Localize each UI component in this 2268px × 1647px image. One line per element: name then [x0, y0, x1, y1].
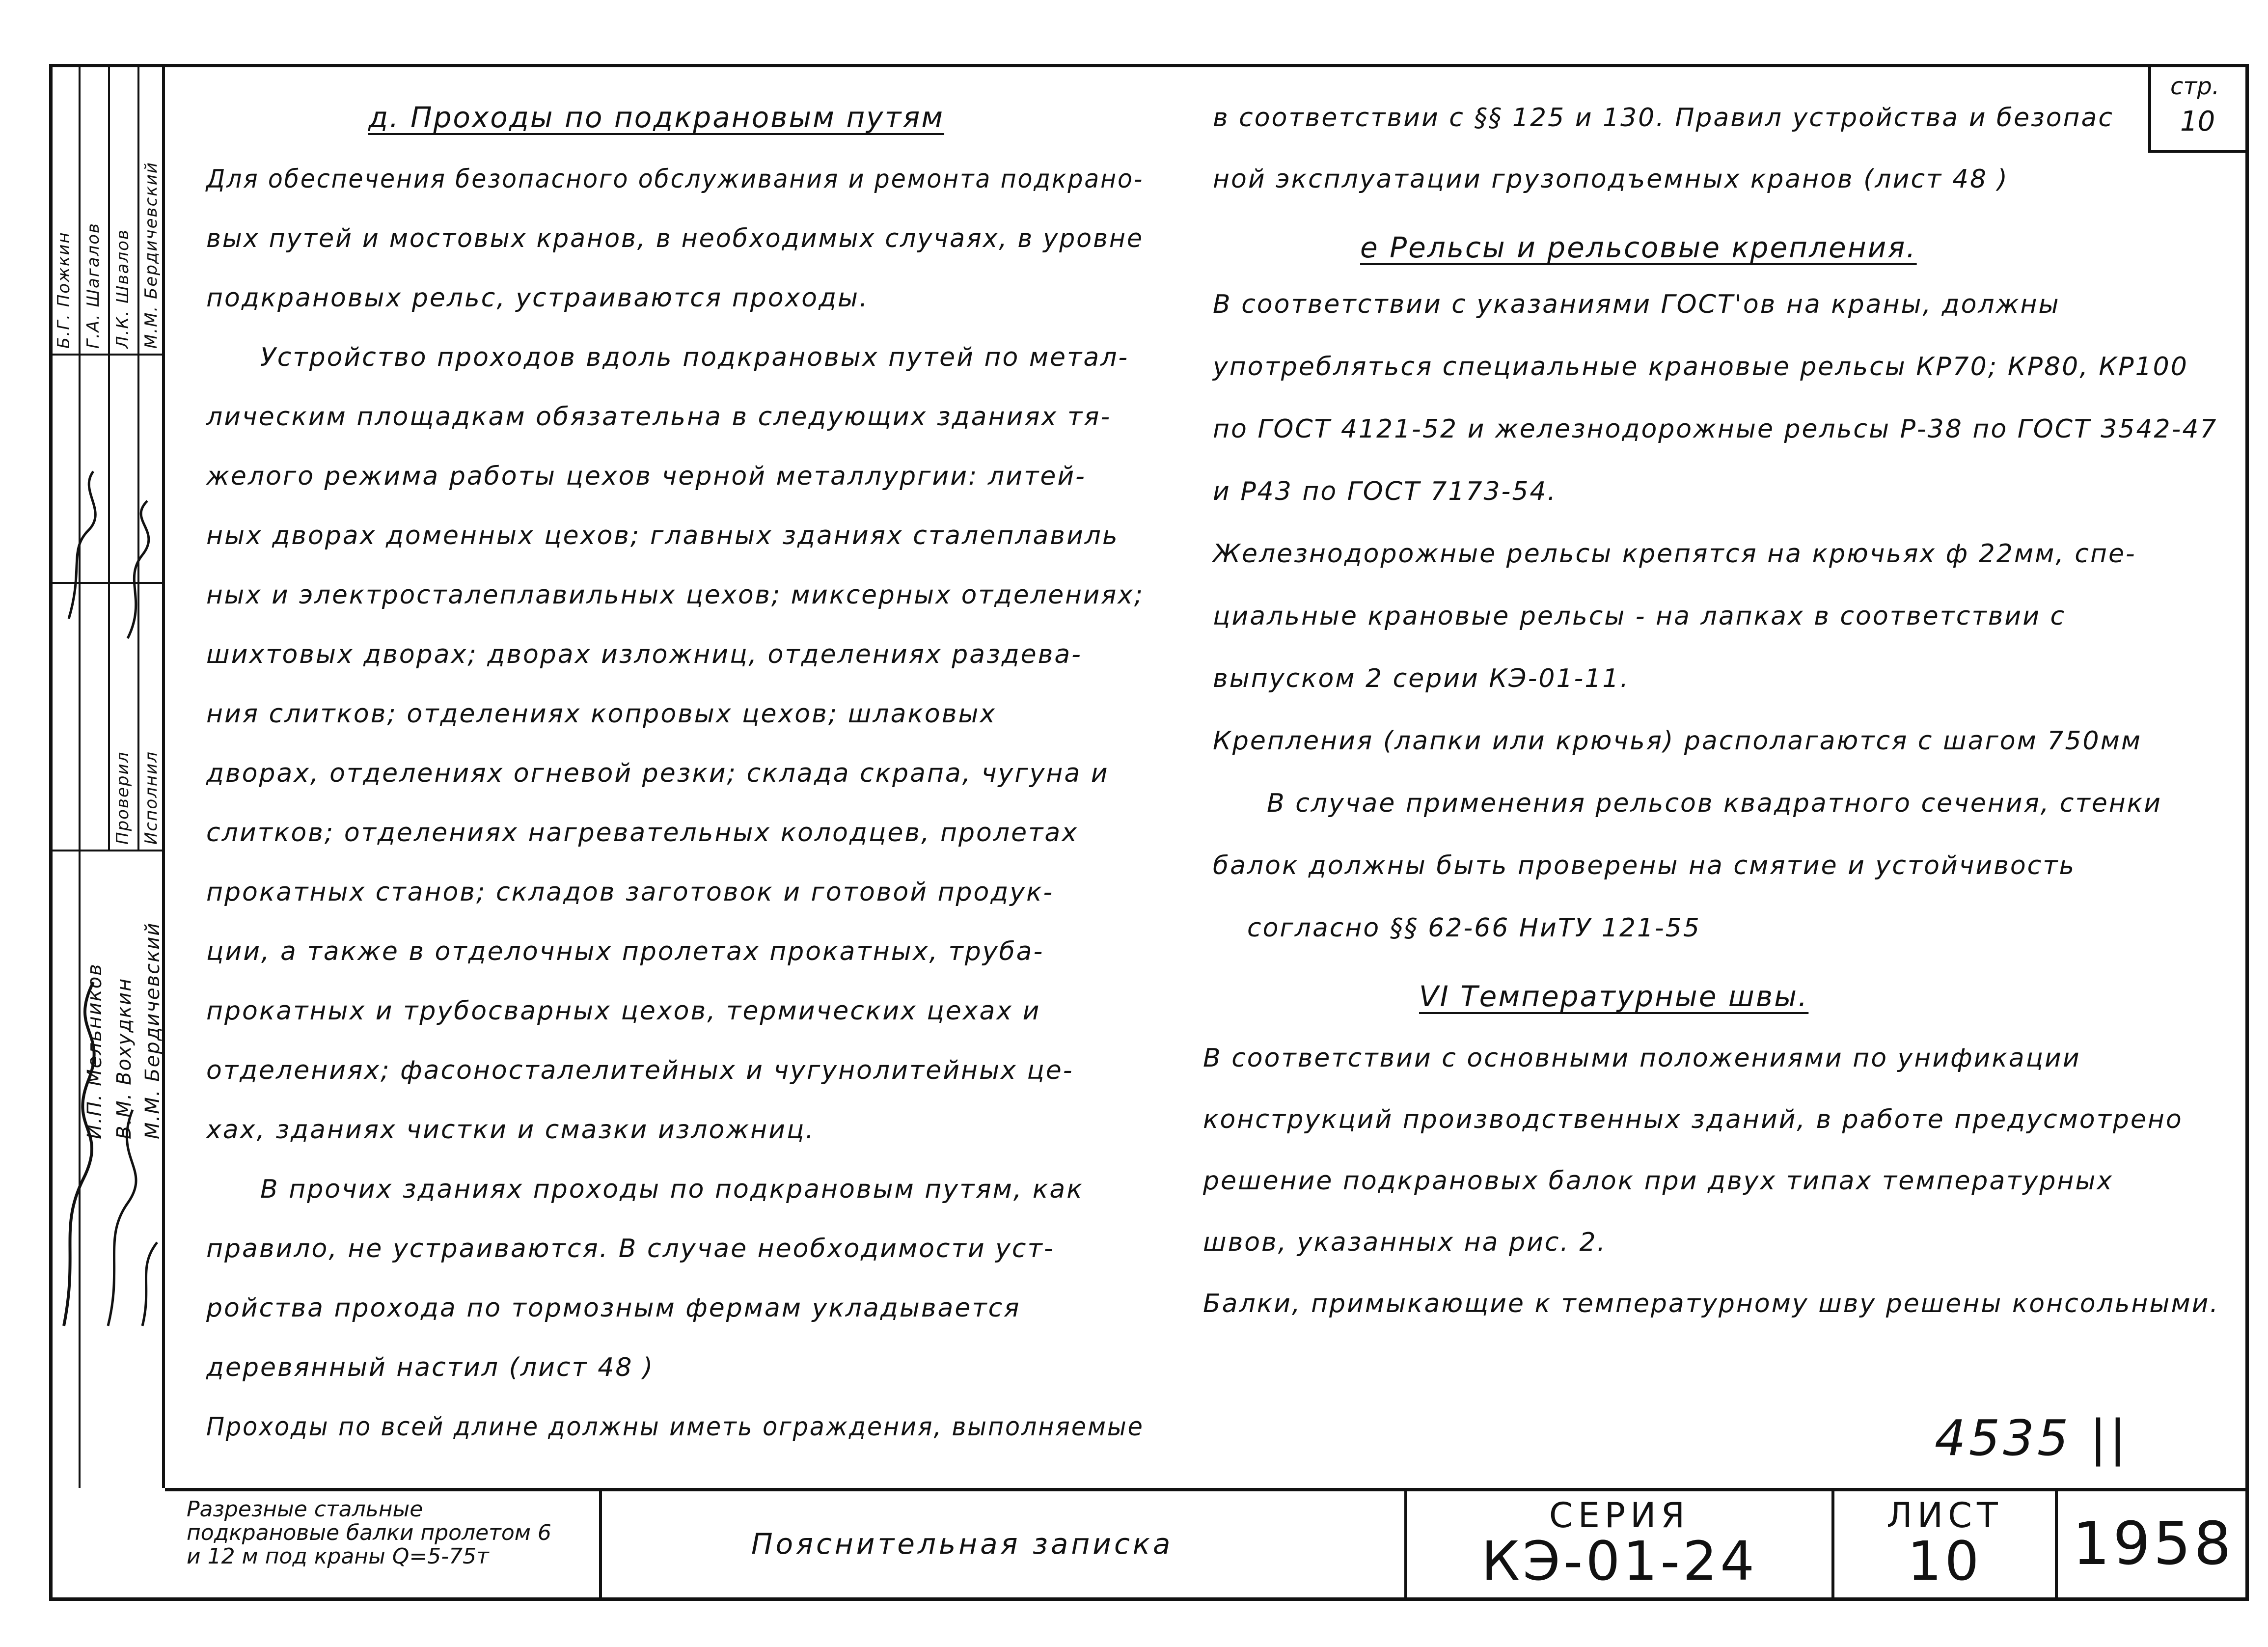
stamp-role-checked: Проверил [113, 751, 133, 845]
left-line-20: ройства прохода по тормозным фермам укладывается [206, 1293, 1021, 1323]
page-box-bottom [2148, 150, 2249, 153]
left-line-4: Устройство проходов вдоль подкрановых путей по метал- [260, 343, 1129, 372]
page-box-left [2148, 64, 2151, 152]
stamp-name-2: Г.А. Шагалов [83, 222, 103, 349]
left-line-12: слитков; отделениях нагревательных колодцев, пролетах [206, 818, 1079, 848]
rail-line-7: выпуском 2 серии КЭ-01-11. [1213, 664, 1630, 693]
joint-line-5: Балки, примыкающие к температурному шву решены консольными. [1203, 1289, 2219, 1318]
section-heading-joints: VI Температурные швы. [1419, 980, 1809, 1013]
sheet-label: ЛИСТ [1886, 1495, 2003, 1536]
left-line-10: ния слитков; отделениях копровых цехов; шлаковых [206, 699, 997, 729]
stamp-role-executed: Исполнил [141, 751, 161, 845]
title-block-top [165, 1488, 2249, 1491]
stamp-name-4: М.М. Бердичевский [141, 162, 161, 349]
left-line-13: прокатных станов; складов заготовок и готовой продук- [206, 878, 1054, 907]
left-line-22: Проходы по всей длине должны иметь ограждения, выполняемые [206, 1412, 1144, 1442]
section-heading-rails: е Рельсы и рельсовые крепления. [1360, 231, 1917, 264]
left-line-2: вых путей и мостовых кранов, в необходимых случаях, в уровне [206, 224, 1144, 253]
sheet-value: 10 [1907, 1530, 1982, 1592]
joint-line-2: конструкций производственных зданий, в работе предусмотрено [1203, 1105, 2183, 1134]
left-line-11: дворах, отделениях огневой резки; склада скрапа, чугуна и [206, 759, 1109, 788]
rail-line-1: В соответствии с указаниями ГОСТ'ов на краны, должны [1213, 290, 2060, 319]
inventory-number: 4535 || [1935, 1409, 2129, 1467]
series-value: КЭ-01-24 [1481, 1530, 1758, 1592]
stamp-name-1: Б.Г. Пожкин [54, 231, 74, 349]
title-block-document-name: Пояснительная записка [751, 1527, 1174, 1561]
rail-line-5: Железнодорожные рельсы крепятся на крючьях ф 22мм, спе- [1213, 539, 2136, 569]
stamp-lower-name-3: М.М. Бердичевский [141, 922, 164, 1139]
left-line-16: отделениях; фасоносталелитейных и чугунолитейных це- [206, 1056, 1074, 1085]
left-line-17: хах, зданиях чистки и смазки изложниц. [206, 1115, 815, 1145]
stamp-lower-name-1: И.П. Мельников [83, 963, 106, 1139]
left-line-18: В прочих зданиях проходы по подкрановым путям, как [260, 1175, 1084, 1204]
joint-line-3: решение подкрановых балок при двух типах температурных [1203, 1166, 2114, 1196]
left-line-1: Для обеспечения безопасного обслуживания и ремонта подкрано- [206, 165, 1144, 194]
rail-line-9: В случае применения рельсов квадратного сечения, стенки [1267, 789, 2162, 818]
left-line-6: желого режима работы цехов черной металлургии: литей- [206, 462, 1086, 491]
joint-line-4: швов, указанных на рис. 2. [1203, 1228, 1607, 1257]
stamp-name-3: Л.К. Швалов [113, 229, 133, 349]
intro-line-1: в соответствии с §§ 125 и 130. Правил устройства и безопас [1213, 103, 2114, 133]
left-line-7: ных дворах доменных цехов; главных зданиях сталеплавиль [206, 521, 1119, 550]
left-line-14: ции, а также в отделочных пролетах прокатных, труба- [206, 937, 1044, 966]
stamp-lower-name-2: В.М. Вохудкин [113, 977, 136, 1139]
left-line-9: шихтовых дворах; дворах изложниц, отделениях раздева- [206, 640, 1082, 669]
rail-line-4: и Р43 по ГОСТ 7173-54. [1213, 477, 1558, 506]
rail-line-8: Крепления (лапки или крючья) располагаются с шагом 750мм [1213, 726, 2142, 756]
left-line-5: лическим площадкам обязательна в следующих зданиях тя- [206, 402, 1112, 432]
page-number-value: 10 [2180, 106, 2215, 137]
rail-line-10: балок должны быть проверены на смятие и устойчивость [1213, 851, 2076, 880]
intro-line-2: ной эксплуатации грузоподъемных кранов (лист 48 ) [1213, 165, 2009, 194]
section-heading-walkways: д. Проходы по подкрановым путям [368, 101, 945, 134]
signatures [49, 344, 167, 1350]
rail-line-3: по ГОСТ 4121-52 и железнодорожные рельсы Р-38 по ГОСТ 3542-47 [1213, 414, 2218, 444]
left-line-15: прокатных и трубосварных цехов, термических цехах и [206, 996, 1041, 1026]
rail-line-2: употребляться специальные крановые рельсы КР70; КР80, КР100 [1213, 352, 2188, 382]
title-block-div-1 [599, 1488, 602, 1601]
rail-line-11: согласно §§ 62-66 НиТУ 121-55 [1247, 913, 1701, 943]
page-number-label: стр. [2170, 73, 2220, 100]
joint-line-1: В соответствии с основными положениями по унификации [1203, 1043, 2081, 1073]
rail-line-6: циальные крановые рельсы - на лапках в соответствии с [1213, 602, 2066, 631]
left-line-19: правило, не устраиваются. В случае необходимости уст- [206, 1234, 1055, 1263]
left-line-8: ных и электросталеплавильных цехов; миксерных отделениях; [206, 580, 1145, 610]
series-label: СЕРИЯ [1549, 1495, 1690, 1536]
left-line-21: деревянный настил (лист 48 ) [206, 1353, 655, 1382]
left-line-3: подкрановых рельс, устраиваются проходы. [206, 283, 869, 313]
year: 1958 [2072, 1510, 2235, 1578]
title-block-description: Разрезные стальные подкрановые балки пролетом 6 и 12 м под краны Q=5-75т [187, 1497, 551, 1569]
